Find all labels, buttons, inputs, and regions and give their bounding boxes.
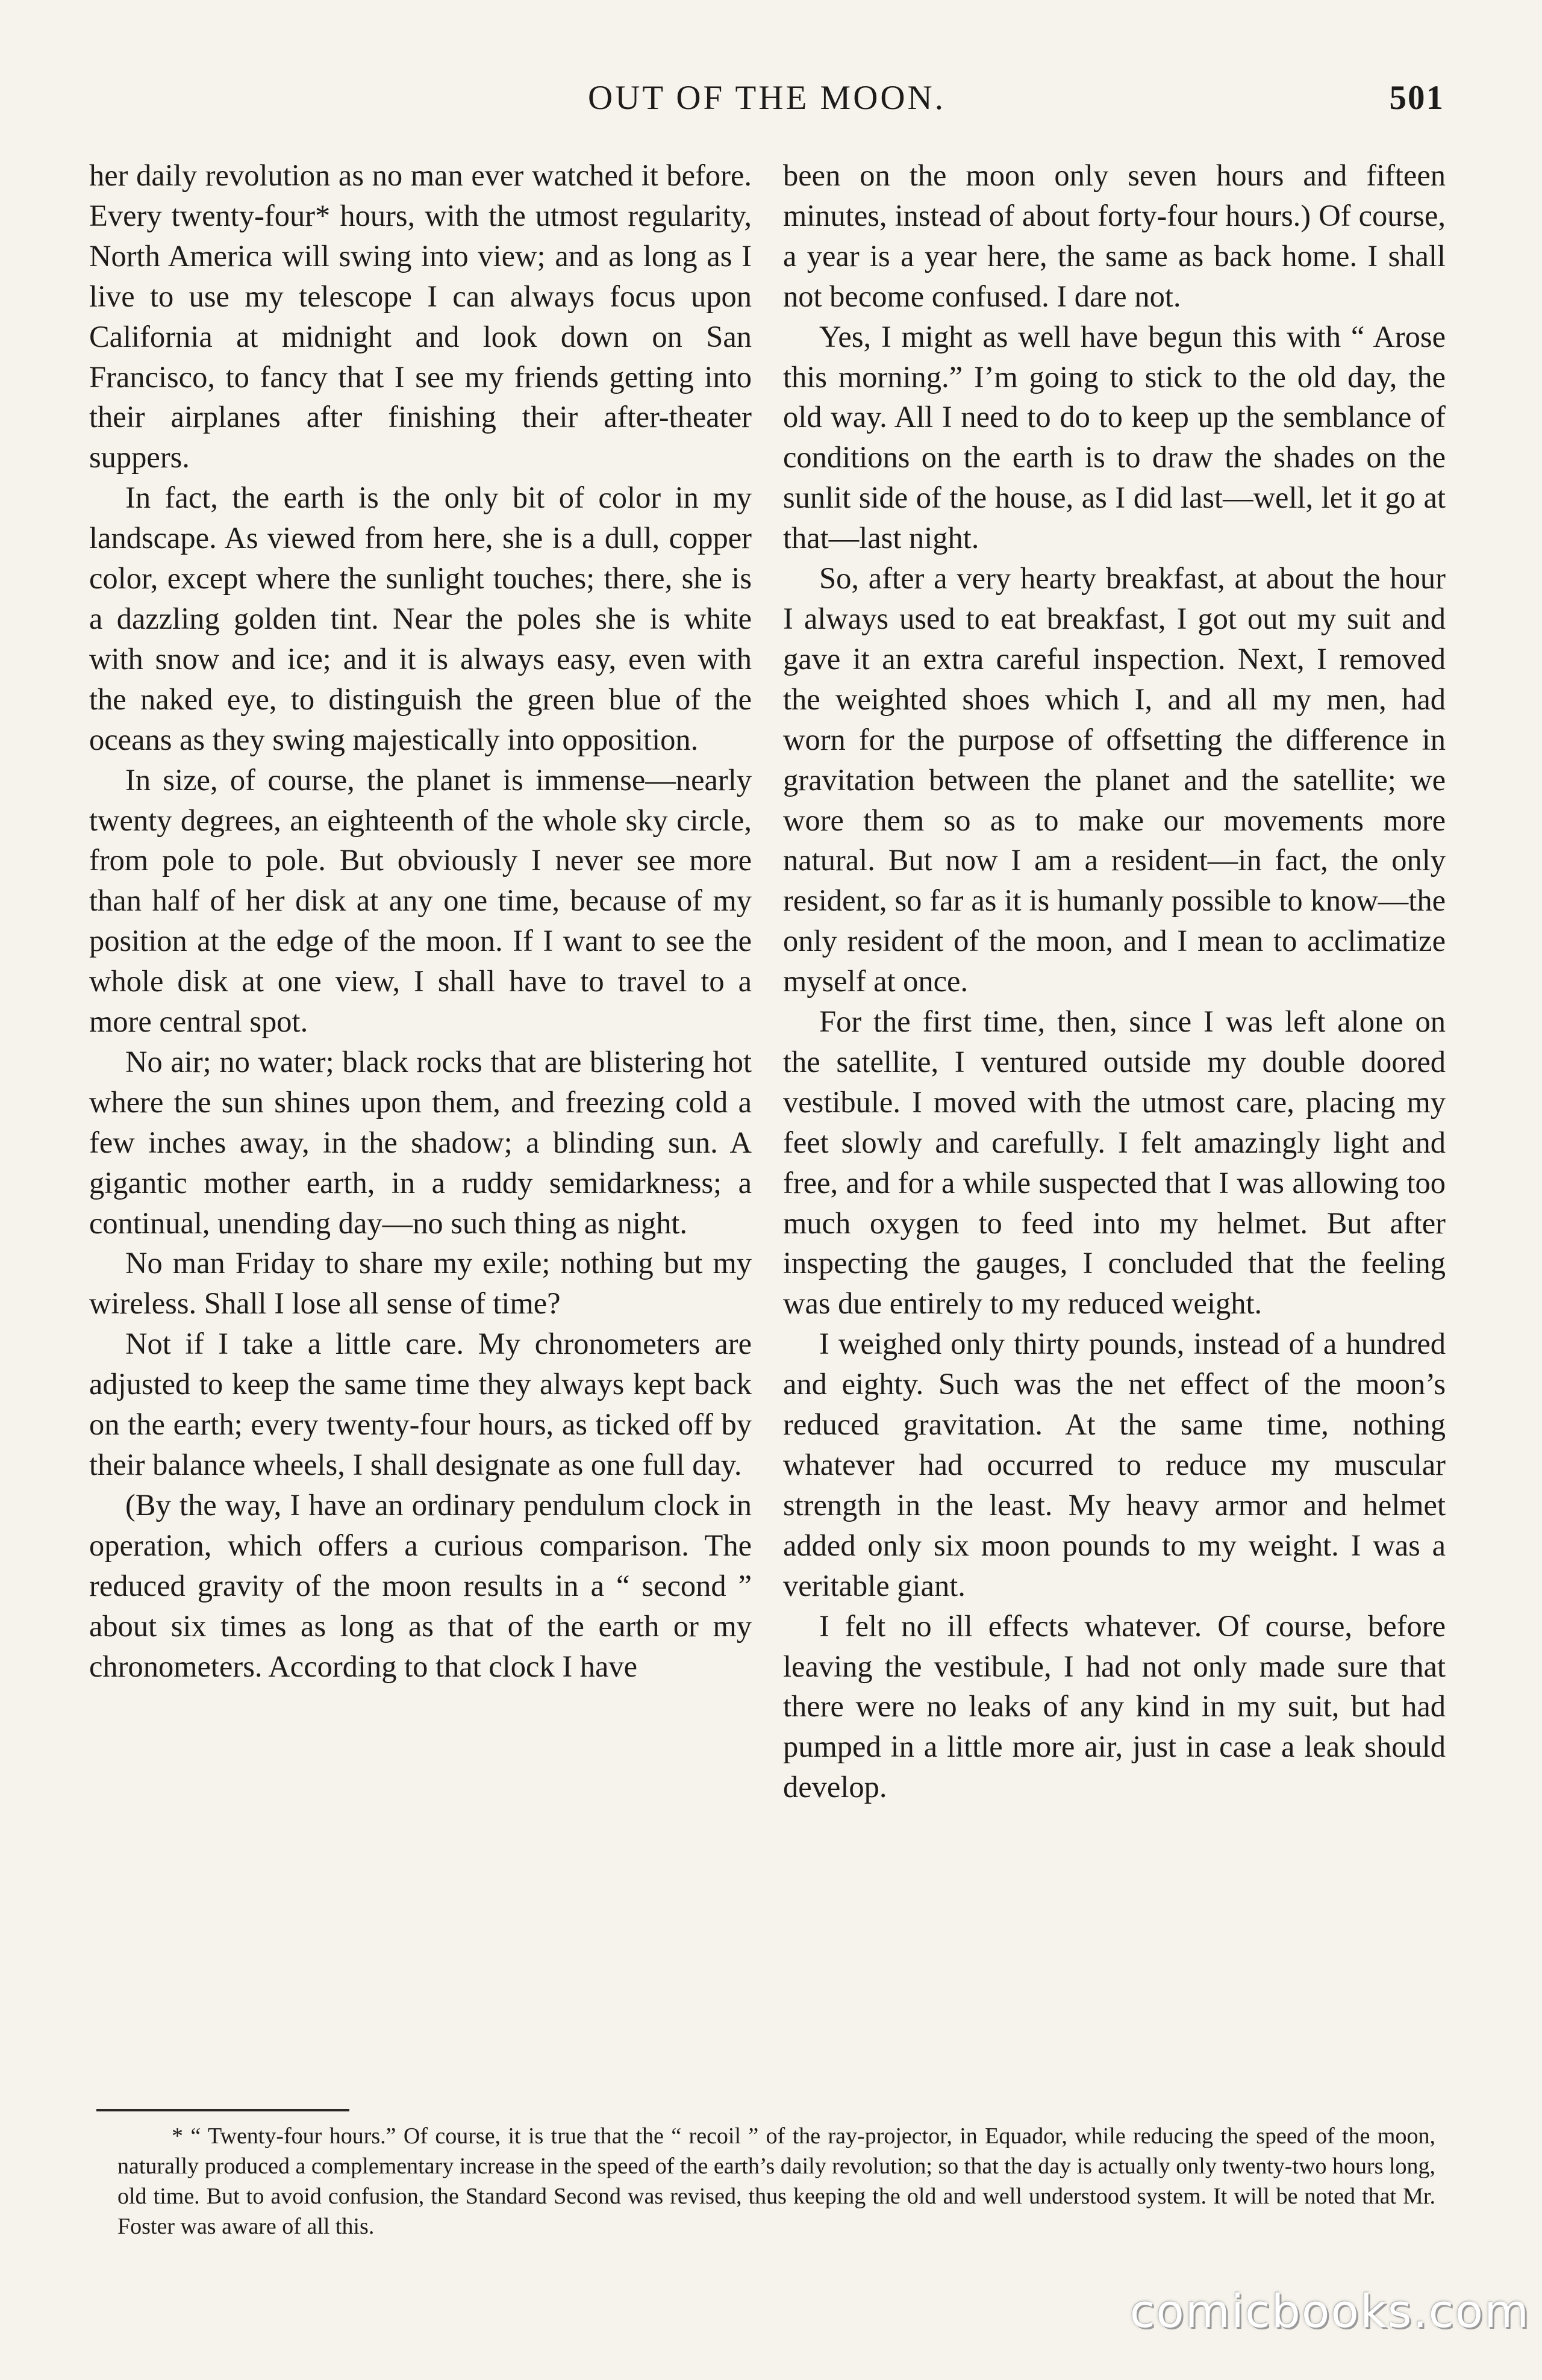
paragraph: (By the way, I have an ordinary pendulum clock in operation, which offers a curious comparison. The reduced gravity of the moon results in a “ second ” about six times as long as that of the earth or my chronometers. According to that clock I have xyxy=(89,1488,752,1683)
paragraph: In fact, the earth is the only bit of color in my landscape. As viewed from here, she is a dull, copper color, except where the sunlight touches; there, she is a dazzling golden tint. Near the poles she is white with snow and ice; and it is always easy, even with the naked eye, to distinguish the green blue of the oceans as they swing majestically into opposition. xyxy=(89,481,752,756)
footnote-divider xyxy=(96,2109,349,2111)
paragraph: I felt no ill effects whatever. Of course, before leaving the vestibule, I had not only made sure that there were no leaks of any kind in my suit, but had pumped in a little more air, just in case a leak should develop. xyxy=(783,1609,1446,1804)
paragraph: No air; no water; black rocks that are blistering hot where the sun shines upon them, and freezing cold a few inches away, in the shadow; a blinding sun. A gigantic mother earth, in a ruddy semidarkness; a continual, unending day—no such thing as night. xyxy=(89,1044,752,1240)
running-title: OUT OF THE MOON. xyxy=(588,79,946,117)
right-column xyxy=(783,155,1446,1807)
paragraph: her daily revolution as no man ever watched it before. Every twenty-four* hours, with the utmost regularity, North America will swing into view; and as long as I live to use my telescope I can always focus upon California at midnight and look down on San Francisco, to fancy that I see my friends getting into their airplanes after finishing their after-theater suppers. xyxy=(89,158,752,475)
paragraph: I weighed only thirty pounds, instead of a hundred and eighty. Such was the net effect of the moon’s reduced gravitation. At the same time, nothing whatever had occurred to reduce my muscular strength in the least. My heavy armor and helmet added only six moon pounds to my weight. I was a veritable giant. xyxy=(783,1327,1446,1603)
paragraph: So, after a very hearty breakfast, at about the hour I always used to eat breakfast, I got out my suit and gave it an extra careful inspection. Next, I removed the weighted shoes which I, and all my men, had worn for the purpose of offsetting the difference in gravitation between the planet and the satellite; we wore them so as to make our movements more natural. But now I am a resident—in fact, the only resident, so far as it is humanly possible to know—the only resident of the moon, and I mean to acclimatize myself at once. xyxy=(783,561,1446,998)
paragraph: Not if I take a little care. My chronometers are adjusted to keep the same time they always kept back on the earth; every twenty-four hours, as ticked off by their balance wheels, I shall designate as one full day. xyxy=(89,1327,752,1481)
footnote: * “ Twenty-four hours.” Of course, it is true that the “ recoil ” of the ray-projector, in Equador, while reducing the speed of the moon, naturally produced a complementary increase in the speed of the earth’s daily revolution; so that the day is actually only twenty-two hours long, old time. But to avoid confusion, the Standard Second was revised, thus keeping the old and well understood system. It will be noted that Mr. Foster was aware of all this. xyxy=(117,2123,1435,2239)
paragraph: No man Friday to share my exile; nothing but my wireless. Shall I lose all sense of time? xyxy=(89,1246,752,1321)
paragraph: been on the moon only seven hours and fifteen minutes, instead of about forty-four hours.) Of course, a year is a year here, the same as back home. I shall not become confused. I dare not. xyxy=(783,158,1446,313)
page-header xyxy=(89,71,1444,125)
watermark-logo: comicbooks.com xyxy=(1129,2284,1530,2338)
paragraph: For the first time, then, since I was left alone on the satellite, I ventured outside my double doored vestibule. I moved with the utmost care, placing my feet slowly and carefully. I felt amazingly light and free, and for a while suspected that I was allowing too much oxygen to feed into my helmet. But after inspecting the gauges, I concluded that the feeling was due entirely to my reduced weight. xyxy=(783,1005,1446,1321)
paragraph: Yes, I might as well have begun this with “ Arose this morning.” I’m going to stick to the old day, the old way. All I need to do to keep up the semblance of conditions on the earth is to draw the shades on the sunlit side of the house, as I did last—well, let it go at that—last night. xyxy=(783,319,1446,555)
left-column xyxy=(89,155,752,1686)
page-number: 501 xyxy=(1389,79,1444,117)
paragraph: In size, of course, the planet is immense—nearly twenty degrees, an eighteenth of the whole sky circle, from pole to pole. But obviously I never see more than half of her disk at any one time, because of my position at the edge of the moon. If I want to see the whole disk at one view, I shall have to travel to a more central spot. xyxy=(89,762,752,1039)
